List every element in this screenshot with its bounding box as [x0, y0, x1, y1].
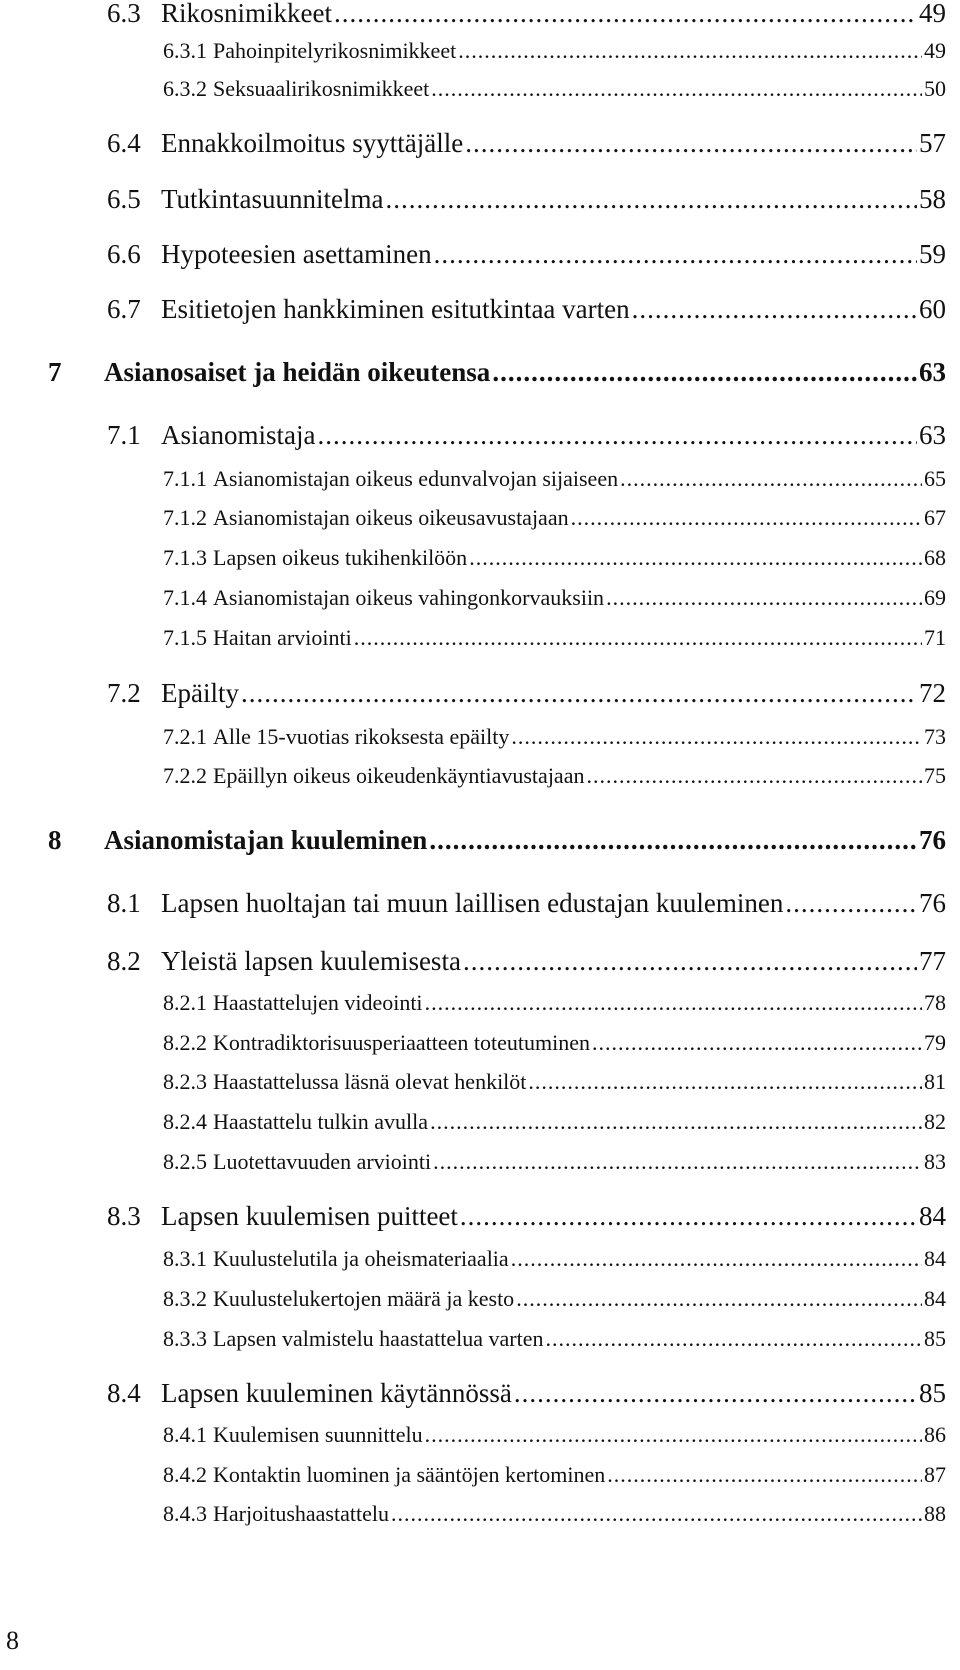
- toc-entry-number: 6.5: [107, 184, 141, 214]
- toc-entry-title: Luotettavuuden arviointi: [213, 1149, 432, 1174]
- toc-entry-title: Ennakkoilmoitus syyttäjälle: [161, 128, 464, 158]
- toc-entry-subsection[interactable]: [163, 1328, 946, 1350]
- toc-entry-number: 8: [48, 825, 62, 855]
- toc-entry-title: Epäilty: [161, 678, 239, 708]
- toc-entry-subsection[interactable]: [163, 1288, 946, 1310]
- toc-entry-chapter[interactable]: [48, 827, 946, 854]
- dot-leader: [317, 422, 917, 449]
- toc-entry-section[interactable]: [107, 948, 946, 975]
- toc-entry-title: Haastattelussa läsnä olevat henkilöt: [213, 1069, 527, 1094]
- toc-entry-number: 7.1.4: [163, 585, 207, 610]
- toc-entry-page: 81: [924, 1069, 946, 1094]
- toc-entry-section[interactable]: [107, 1203, 946, 1230]
- toc-entry-number: 8.4.1: [163, 1422, 207, 1447]
- toc-entry-subsection[interactable]: [163, 1424, 946, 1446]
- toc-entry-title: Kontaktin luominen ja sääntöjen kertominen: [213, 1462, 606, 1487]
- toc-entry-page: 84: [924, 1286, 946, 1311]
- toc-entry-section[interactable]: [107, 296, 946, 323]
- toc-entry-subsection[interactable]: [163, 78, 946, 100]
- toc-entry-subsection[interactable]: [163, 1032, 946, 1054]
- toc-entry-title: Asianomistajan oikeus oikeusavustajaan: [213, 505, 569, 530]
- toc-entry-subsection[interactable]: [163, 468, 946, 490]
- toc-entry-number: 8.3.1: [163, 1246, 207, 1271]
- toc-entry-title: Lapsen valmistelu haastattelua varten: [213, 1326, 544, 1351]
- toc-entry-number: 7.1: [107, 420, 141, 450]
- dot-leader: [241, 680, 917, 707]
- dot-leader: [571, 507, 922, 529]
- toc-entry-number: 6.3.2: [163, 76, 207, 101]
- toc-entry-number: 8.2.4: [163, 1109, 207, 1134]
- toc-entry-number: 8.1: [107, 888, 141, 918]
- toc-entry-page: 84: [924, 1246, 946, 1271]
- toc-entry-page: 85: [919, 1378, 946, 1408]
- toc-entry-subsection[interactable]: [163, 627, 946, 649]
- toc-entry-number: 7.1.1: [163, 466, 207, 491]
- toc-entry-page: 67: [924, 505, 946, 530]
- toc-entry-number: 8.2: [107, 946, 141, 976]
- dot-leader: [511, 1248, 922, 1270]
- toc-entry-number: 6.3.1: [163, 38, 207, 63]
- toc-entry-number: 7.2.2: [163, 763, 207, 788]
- toc-entry-page: 76: [919, 825, 946, 855]
- toc-entry-title: Lapsen kuulemisen puitteet: [161, 1201, 458, 1231]
- dot-leader: [465, 130, 917, 157]
- toc-entry-page: 86: [924, 1422, 946, 1447]
- dot-leader: [458, 40, 922, 62]
- toc-entry-section[interactable]: [107, 1380, 946, 1407]
- toc-entry-subsection[interactable]: [163, 1111, 946, 1133]
- toc-entry-page: 84: [919, 1201, 946, 1231]
- toc-entry-title: Asianosaiset ja heidän oikeutensa: [104, 357, 491, 387]
- toc-entry-subsection[interactable]: [163, 1151, 946, 1173]
- toc-entry-subsection[interactable]: [163, 726, 946, 748]
- toc-entry-title: Asianomistajan oikeus vahingonkorvauksiin: [213, 585, 605, 610]
- toc-entry-page: 77: [919, 946, 946, 976]
- toc-entry-page: 87: [924, 1462, 946, 1487]
- toc-entry-page: 83: [924, 1149, 946, 1174]
- toc-entry-title: Hypoteesien asettaminen: [161, 239, 432, 269]
- toc-entry-page: 63: [919, 420, 946, 450]
- toc-entry-title: Kuulustelukertojen määrä ja kesto: [213, 1286, 515, 1311]
- dot-leader: [354, 627, 922, 649]
- toc-entry-title: Asianomistaja: [161, 420, 316, 450]
- toc-entry-number: 6.3: [107, 0, 141, 28]
- toc-entry-number: 7.1.2: [163, 505, 207, 530]
- dot-leader: [545, 1328, 922, 1350]
- dot-leader: [511, 726, 922, 748]
- toc-entry-subsection[interactable]: [163, 40, 946, 62]
- toc-entry-subsection[interactable]: [163, 1071, 946, 1093]
- page-number: 8: [6, 1626, 19, 1655]
- toc-entry-number: 8.3.2: [163, 1286, 207, 1311]
- toc-entry-number: 6.4: [107, 128, 141, 158]
- toc-entry-section[interactable]: [107, 0, 946, 27]
- toc-entry-title: Lapsen kuuleminen käytännössä: [161, 1378, 512, 1408]
- toc-entry-page: 72: [919, 678, 946, 708]
- toc-entry-page: 71: [924, 625, 946, 650]
- toc-entry-number: 7.1.5: [163, 625, 207, 650]
- toc-entry-number: 6.7: [107, 294, 141, 324]
- toc-entry-number: 8.2.3: [163, 1069, 207, 1094]
- toc-entry-section[interactable]: [107, 241, 946, 268]
- toc-entry-title: Esitietojen hankkiminen esitutkintaa varten: [161, 294, 630, 324]
- toc-entry-subsection[interactable]: [163, 587, 946, 609]
- dot-leader: [429, 827, 917, 854]
- dot-leader: [785, 890, 917, 917]
- toc-entry-page: 63: [919, 357, 946, 387]
- toc-entry-number: 7.2.1: [163, 724, 207, 749]
- toc-entry-page: 82: [924, 1109, 946, 1134]
- dot-leader: [606, 587, 922, 609]
- toc-entry-title: Haastattelu tulkin avulla: [213, 1109, 429, 1134]
- dot-leader: [463, 948, 917, 975]
- toc-entry-subsection[interactable]: [163, 1464, 946, 1486]
- toc-entry-number: 7.2: [107, 678, 141, 708]
- toc-entry-page: 69: [924, 585, 946, 610]
- toc-entry-title: Yleistä lapsen kuulemisesta: [161, 946, 461, 976]
- toc-entry-subsection[interactable]: [163, 1503, 946, 1525]
- toc-entry-number: 8.2.2: [163, 1030, 207, 1055]
- toc-entry-title: Seksuaalirikosnimikkeet: [213, 76, 430, 101]
- toc-entry-page: 75: [924, 763, 946, 788]
- toc-entry-page: 58: [919, 184, 946, 214]
- toc-entry-page: 60: [919, 294, 946, 324]
- toc-entry-subsection[interactable]: [163, 547, 946, 569]
- toc-entry-title: Harjoitushaastattelu: [213, 1501, 389, 1526]
- toc-entry-number: 8.4.3: [163, 1501, 207, 1526]
- toc-entry-page: 85: [924, 1326, 946, 1351]
- dot-leader: [620, 468, 922, 490]
- toc-entry-title: Lapsen huoltajan tai muun laillisen edustajan kuuleminen: [161, 888, 784, 918]
- toc-entry-number: 7: [48, 357, 62, 387]
- toc-entry-section[interactable]: [107, 130, 946, 157]
- toc-entry-subsection[interactable]: [163, 1248, 946, 1270]
- toc-entry-page: 79: [924, 1030, 946, 1055]
- toc-entry-title: Lapsen oikeus tukihenkilöön: [213, 545, 468, 570]
- toc-entry-number: 8.2.5: [163, 1149, 207, 1174]
- dot-leader: [431, 78, 922, 100]
- toc-entry-title: Kontradiktorisuusperiaatteen toteutuminen: [213, 1030, 590, 1055]
- dot-leader: [632, 296, 917, 323]
- dot-leader: [334, 0, 917, 27]
- toc-entry-number: 8.3.3: [163, 1326, 207, 1351]
- toc-entry-title: Kuulemisen suunnittelu: [213, 1422, 423, 1447]
- dot-leader: [433, 1151, 922, 1173]
- toc-entry-page: 59: [919, 239, 946, 269]
- toc-entry-section[interactable]: [107, 186, 946, 213]
- dot-leader: [430, 1111, 922, 1133]
- toc-entry-number: 6.6: [107, 239, 141, 269]
- dot-leader: [592, 1032, 922, 1054]
- dot-leader: [586, 765, 922, 787]
- toc-entry-number: 8.3: [107, 1201, 141, 1231]
- toc-entry-title: Pahoinpitelyrikosnimikkeet: [213, 38, 457, 63]
- toc-entry-number: 8.4: [107, 1378, 141, 1408]
- dot-leader: [469, 547, 922, 569]
- toc-entry-subsection[interactable]: [163, 992, 946, 1014]
- dot-leader: [425, 992, 922, 1014]
- dot-leader: [492, 359, 917, 386]
- toc-entry-number: 8.2.1: [163, 990, 207, 1015]
- toc-entry-number: 8.4.2: [163, 1462, 207, 1487]
- dot-leader: [514, 1380, 917, 1407]
- toc-entry-title: Epäillyn oikeus oikeudenkäyntiavustajaan: [213, 763, 585, 788]
- toc-entry-section[interactable]: [107, 422, 946, 449]
- dot-leader: [607, 1464, 922, 1486]
- toc-entry-page: 76: [919, 888, 946, 918]
- toc-entry-section[interactable]: [107, 890, 946, 917]
- toc-entry-title: Kuulustelutila ja oheismateriaalia: [213, 1246, 509, 1271]
- dot-leader: [425, 1424, 922, 1446]
- toc-entry-page: 50: [924, 76, 946, 101]
- dot-leader: [386, 186, 917, 213]
- toc-entry-title: Rikosnimikkeet: [161, 0, 332, 28]
- dot-leader: [434, 241, 917, 268]
- dot-leader: [460, 1203, 917, 1230]
- toc-entry-page: 73: [924, 724, 946, 749]
- toc-entry-title: Tutkintasuunnitelma: [161, 184, 384, 214]
- dot-leader: [516, 1288, 922, 1310]
- toc-entry-page: 65: [924, 466, 946, 491]
- toc-entry-title: Haitan arviointi: [213, 625, 352, 650]
- toc-entry-title: Alle 15-vuotias rikoksesta epäilty: [213, 724, 510, 749]
- dot-leader: [391, 1503, 922, 1525]
- toc-entry-subsection[interactable]: [163, 507, 946, 529]
- toc-entry-page: 78: [924, 990, 946, 1015]
- toc-entry-page: 68: [924, 545, 946, 570]
- toc-entry-number: 7.1.3: [163, 545, 207, 570]
- toc-entry-page: 49: [919, 0, 946, 28]
- dot-leader: [528, 1071, 922, 1093]
- toc-entry-section[interactable]: [107, 680, 946, 707]
- toc-entry-page: 49: [924, 38, 946, 63]
- toc-entry-chapter[interactable]: [48, 359, 946, 386]
- toc-entry-title: Haastattelujen videointi: [213, 990, 423, 1015]
- toc-entry-subsection[interactable]: [163, 765, 946, 787]
- toc-entry-title: Asianomistajan oikeus edunvalvojan sijaiseen: [213, 466, 619, 491]
- toc-entry-page: 57: [919, 128, 946, 158]
- toc-entry-title: Asianomistajan kuuleminen: [104, 825, 428, 855]
- toc-entry-page: 88: [924, 1501, 946, 1526]
